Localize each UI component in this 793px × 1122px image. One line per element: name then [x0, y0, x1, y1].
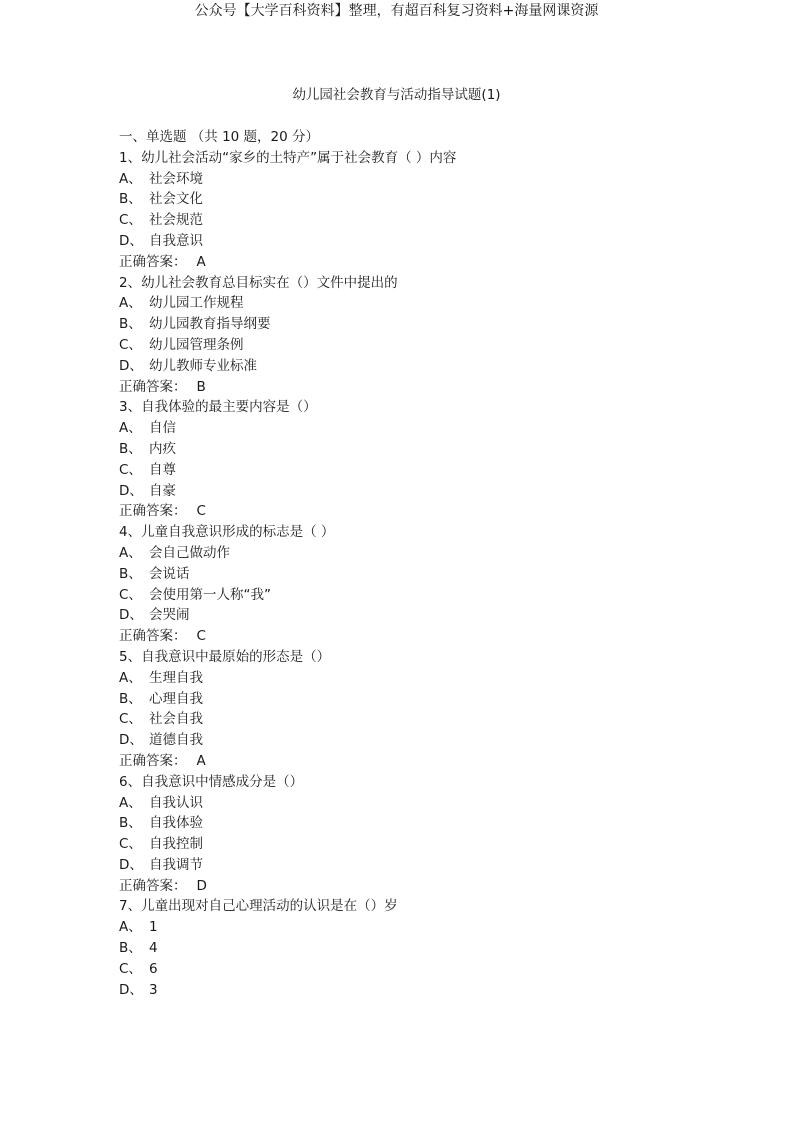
answer-label: 正确答案：: [119, 378, 187, 395]
option-text: 会哭闹: [149, 607, 190, 624]
answer-label: 正确答案：: [119, 628, 187, 645]
option-letter: B、: [119, 316, 142, 333]
option-row: [119, 917, 719, 938]
option-text: 生理自我: [149, 669, 203, 686]
option-row: [119, 834, 719, 855]
answer-value: D: [196, 877, 207, 894]
option-letter: A、: [119, 669, 142, 686]
option-letter: A、: [119, 544, 142, 561]
answer-value: B: [196, 378, 206, 395]
option-letter: D、: [119, 732, 143, 749]
option-row: [119, 709, 719, 730]
option-letter: C、: [119, 586, 142, 603]
option-row: [119, 938, 719, 959]
question-block: [119, 397, 719, 522]
question-stem: 4、儿童自我意识形成的标志是（ ）: [119, 524, 335, 541]
option-letter: C、: [119, 212, 142, 229]
option-text: 3: [149, 981, 158, 998]
option-text: 4: [149, 940, 158, 957]
option-letter: C、: [119, 336, 142, 353]
option-row: [119, 439, 719, 460]
question-stem: 6、自我意识中情感成分是（）: [119, 773, 304, 790]
option-letter: A、: [119, 420, 142, 437]
question-list: [119, 127, 719, 1000]
option-row: [119, 231, 719, 252]
option-letter: D、: [119, 357, 143, 374]
answer-value: C: [196, 628, 206, 645]
answer-value: A: [196, 752, 206, 769]
option-row: [119, 335, 719, 356]
question-block: [119, 647, 719, 772]
option-text: 自信: [149, 420, 176, 437]
option-text: 幼儿园管理条例: [149, 336, 244, 353]
option-text: 1: [149, 919, 158, 936]
option-text: 社会文化: [149, 191, 203, 208]
option-letter: C、: [119, 836, 142, 853]
option-row: [119, 605, 719, 626]
option-letter: A、: [119, 794, 142, 811]
question-stem: 5、自我意识中最原始的形态是（）: [119, 648, 331, 665]
option-text: 自我调节: [149, 856, 203, 873]
option-letter: A、: [119, 919, 142, 936]
option-letter: A、: [119, 170, 142, 187]
option-row: [119, 189, 719, 210]
option-letter: C、: [119, 461, 142, 478]
option-row: [119, 980, 719, 1001]
option-row: [119, 169, 719, 190]
question-stem: 2、幼儿社会教育总目标实在（）文件中提出的: [119, 274, 398, 291]
correct-answer: [119, 626, 719, 647]
option-row: [119, 460, 719, 481]
answer-label: 正确答案：: [119, 877, 187, 894]
option-row: [119, 564, 719, 585]
option-text: 自我控制: [149, 836, 203, 853]
option-text: 会使用第一人称“我”: [149, 586, 271, 603]
option-text: 会自己做动作: [149, 544, 230, 561]
option-text: 自尊: [149, 461, 176, 478]
option-letter: B、: [119, 940, 142, 957]
option-row: [119, 668, 719, 689]
option-letter: B、: [119, 565, 142, 582]
answer-value: C: [196, 503, 206, 520]
option-row: [119, 418, 719, 439]
option-letter: C、: [119, 711, 142, 728]
option-text: 会说话: [149, 565, 190, 582]
question-block: [119, 273, 719, 398]
question-block: [119, 772, 719, 897]
option-text: 幼儿园工作规程: [149, 295, 244, 312]
option-text: 道德自我: [149, 732, 203, 749]
option-letter: D、: [119, 981, 143, 998]
correct-answer: [119, 377, 719, 398]
option-row: [119, 855, 719, 876]
answer-value: A: [196, 253, 206, 270]
correct-answer: [119, 876, 719, 897]
option-row: [119, 689, 719, 710]
option-text: 幼儿教师专业标准: [149, 357, 257, 374]
option-text: 社会规范: [149, 212, 203, 229]
correct-answer: [119, 501, 719, 522]
option-row: [119, 543, 719, 564]
option-text: 6: [149, 960, 158, 977]
option-letter: B、: [119, 815, 142, 832]
section-heading: 一、单选题 （共 10 题，20 分）: [119, 129, 320, 145]
question-block: [119, 896, 719, 1000]
option-letter: D、: [119, 232, 143, 249]
option-text: 心理自我: [149, 690, 203, 707]
option-letter: D、: [119, 856, 143, 873]
question-stem: 1、幼儿社会活动“家乡的土特产”属于社会教育（ ）内容: [119, 149, 457, 166]
option-letter: D、: [119, 482, 143, 499]
option-row: [119, 314, 719, 335]
option-row: [119, 793, 719, 814]
page-header: 公众号【大学百科资料】整理，有超百科复习资料+海量网课资源: [194, 3, 599, 19]
option-text: 自我体验: [149, 815, 203, 832]
correct-answer: [119, 751, 719, 772]
option-letter: D、: [119, 607, 143, 624]
option-row: [119, 210, 719, 231]
option-text: 幼儿园教育指导纲要: [149, 316, 271, 333]
option-row: [119, 730, 719, 751]
option-row: [119, 481, 719, 502]
answer-label: 正确答案：: [119, 503, 187, 520]
option-row: [119, 585, 719, 606]
answer-label: 正确答案：: [119, 752, 187, 769]
option-text: 自我认识: [149, 794, 203, 811]
option-letter: A、: [119, 295, 142, 312]
document-title: 幼儿园社会教育与活动指导试题(1): [292, 87, 501, 103]
option-text: 内疚: [149, 440, 176, 457]
option-row: [119, 959, 719, 980]
correct-answer: [119, 252, 719, 273]
option-row: [119, 813, 719, 834]
option-text: 自豪: [149, 482, 176, 499]
option-letter: B、: [119, 440, 142, 457]
option-letter: B、: [119, 690, 142, 707]
option-row: [119, 356, 719, 377]
option-text: 社会自我: [149, 711, 203, 728]
question-stem: 3、自我体验的最主要内容是（）: [119, 399, 317, 416]
answer-label: 正确答案：: [119, 253, 187, 270]
option-text: 自我意识: [149, 232, 203, 249]
option-letter: B、: [119, 191, 142, 208]
question-stem: 7、儿童出现对自己心理活动的认识是在（）岁: [119, 898, 398, 915]
question-block: [119, 148, 719, 273]
option-letter: C、: [119, 960, 142, 977]
question-block: [119, 522, 719, 647]
option-text: 社会环境: [149, 170, 203, 187]
option-row: [119, 293, 719, 314]
questions-container: [119, 148, 719, 1001]
